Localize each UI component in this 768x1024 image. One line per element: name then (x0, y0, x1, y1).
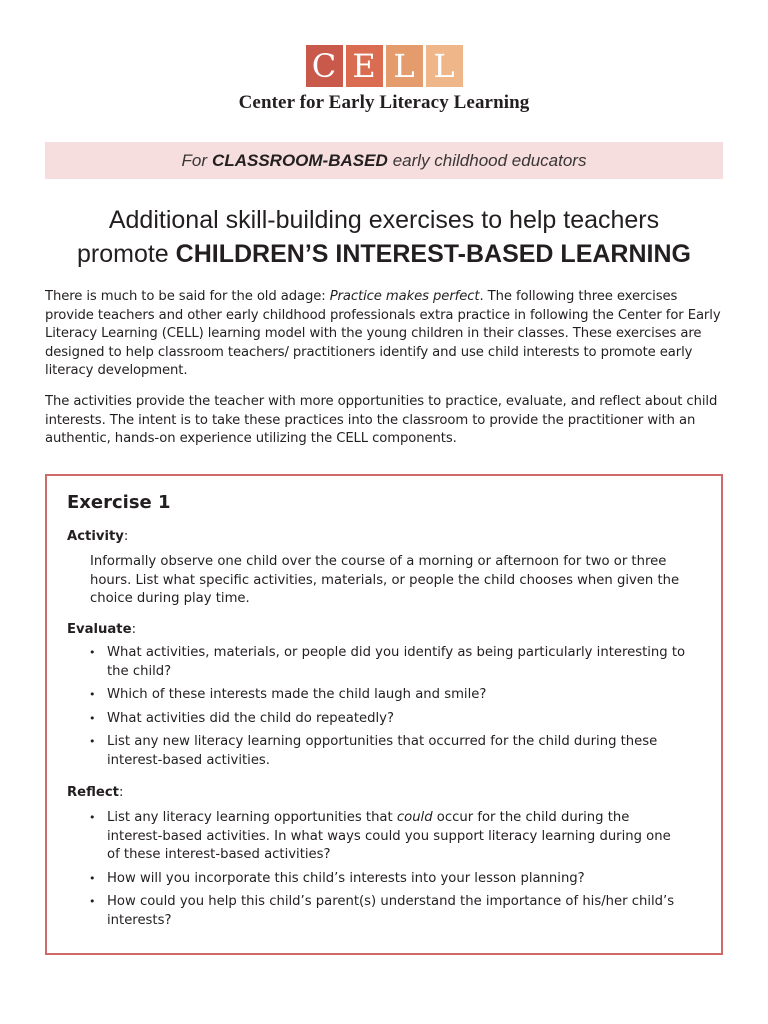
exercise-title: Exercise 1 (67, 492, 171, 513)
list-item (87, 809, 687, 865)
intro-p1-before: There is much to be said for the old adage: (45, 289, 330, 304)
activity-heading: Activity: (67, 529, 129, 544)
exercise-box (45, 474, 723, 955)
activity-label: Activity (67, 529, 124, 544)
activity-text: Informally observe one child over the course of a morning or afternoon for two or three hours. List what specific activities, materials, or people the child chooses when given the choice during play time. (90, 554, 680, 607)
reflect-item1-before: List any literacy learning opportunities that (107, 810, 397, 825)
audience-banner (45, 142, 723, 179)
cell-logo (0, 45, 768, 114)
banner-prefix: For (181, 150, 208, 170)
reflect-heading: Reflect: (67, 785, 124, 800)
reflect-label: Reflect (67, 785, 119, 800)
evaluate-label: Evaluate (67, 622, 132, 637)
intro-p1-italic: Practice makes perfect (329, 289, 480, 304)
logo-subtitle: Center for Early Literacy Learning (238, 92, 530, 113)
intro-paragraph-2: The activities provide the teacher with more opportunities to practice, evaluate, and reflect about child interests. The intent is to take these practices into the classroom to provide the practitioner with an authentic, hands-on experience utilizing the CELL components. (45, 393, 718, 447)
page-title-line2-bold: CHILDREN’S INTEREST-BASED LEARNING (175, 240, 691, 268)
banner-emphasis: CLASSROOM-BASED (212, 150, 388, 170)
list-item: • What activities, materials, or people did you identify as being particularly interesting to the child? (87, 644, 687, 681)
list-item: • What activities did the child do repeatedly? (87, 710, 687, 729)
page-title-line1: Additional skill-building exercises to help teachers (108, 206, 660, 234)
logo-letter-l-2: L (426, 45, 463, 87)
reflect-item1-after: occur for the child during the interest-based activities. In what ways could you support literacy learning during one of these interest-based activities? (107, 810, 671, 863)
logo-letter-c: C (306, 45, 343, 87)
reflect-item1-italic: could (396, 810, 433, 825)
logo-letter-e: E (346, 45, 383, 87)
banner-suffix: early childhood educators (392, 150, 587, 170)
page-title (0, 203, 768, 271)
intro-paragraph-1 (45, 288, 725, 381)
page-title-line2-plain: promote (77, 240, 169, 268)
list-item: • List any new literacy learning opportunities that occurred for the child during these interest-based activities. (87, 733, 687, 770)
evaluate-heading: Evaluate: (67, 622, 137, 637)
list-item: • How could you help this child’s parent(s) understand the importance of his/her child’s interests? (87, 893, 687, 930)
evaluate-list (87, 644, 687, 776)
reflect-list (87, 809, 687, 936)
intro-text (45, 288, 725, 461)
intro-p1-after: . The following three exercises provide teachers and other early childhood professionals extra practice in following the Center for Early Literacy Learning (CELL) learning model with the young children in their classes. These exercises are designed to help classroom teachers/ practitioners identify and use child interests to promote early literacy development. (45, 289, 721, 379)
logo-letters (306, 45, 463, 87)
list-item: • Which of these interests made the child laugh and smile? (87, 686, 687, 705)
page-title-line2 (0, 237, 768, 271)
logo-letter-l: L (386, 45, 423, 87)
list-item: • How will you incorporate this child’s interests into your lesson planning? (87, 870, 687, 889)
